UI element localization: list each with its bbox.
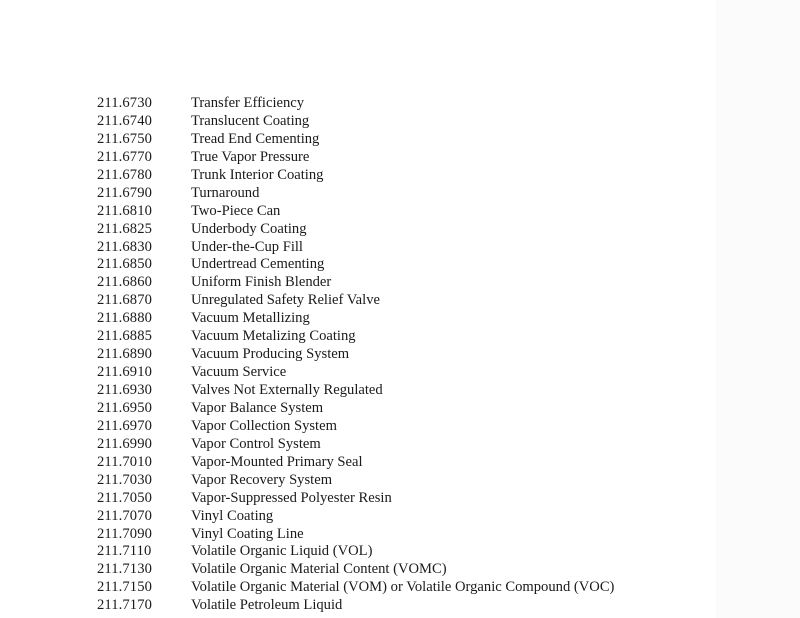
definition-row — [97, 167, 614, 185]
section-number: 211.6950 — [97, 399, 152, 416]
definitions-list — [97, 95, 614, 615]
section-number: 211.6740 — [97, 112, 152, 129]
defined-term: Tread End Cementing — [191, 130, 320, 147]
definition-row — [97, 131, 614, 149]
defined-term: Vacuum Service — [191, 364, 287, 381]
defined-term: Turnaround — [191, 184, 260, 201]
definition-row — [97, 292, 614, 310]
definition-row — [97, 221, 614, 239]
section-number: 211.7110 — [97, 543, 152, 560]
definition-row — [97, 203, 614, 221]
section-number: 211.6730 — [97, 95, 152, 111]
definition-row — [97, 256, 614, 274]
defined-term: Vapor Recovery System — [191, 471, 333, 488]
section-number: 211.7170 — [97, 597, 152, 614]
defined-term: Valves Not Externally Regulated — [191, 382, 383, 398]
defined-term: Vapor-Mounted Primary Seal — [191, 453, 363, 470]
defined-term: Trunk Interior Coating — [191, 166, 324, 183]
defined-term: Vacuum Metalizing Coating — [191, 328, 356, 345]
defined-term: Vapor Control System — [191, 435, 321, 452]
section-number: 211.7090 — [97, 525, 152, 542]
defined-term: Vapor Balance System — [191, 399, 324, 416]
definition-row — [97, 597, 614, 615]
defined-term: Underbody Coating — [191, 220, 307, 237]
definition-row — [97, 490, 614, 508]
definition-row — [97, 346, 614, 364]
section-number: 211.6970 — [97, 417, 152, 434]
definition-row — [97, 436, 614, 454]
section-number: 211.6990 — [97, 435, 152, 452]
defined-term: Volatile Organic Material Content (VOMC) — [191, 561, 447, 578]
section-number: 211.7030 — [97, 471, 152, 488]
definition-row — [97, 472, 614, 490]
section-number: 211.6810 — [97, 202, 152, 219]
section-number: 211.6825 — [97, 220, 152, 237]
definition-row — [97, 508, 614, 526]
section-number: 211.6890 — [97, 346, 152, 363]
definition-row — [97, 526, 614, 544]
definition-row — [97, 274, 614, 292]
defined-term: Uniform Finish Blender — [191, 274, 332, 291]
defined-term: Volatile Organic Liquid (VOL) — [191, 543, 373, 560]
definition-row — [97, 400, 614, 418]
section-number: 211.7070 — [97, 507, 152, 524]
definition-row — [97, 543, 614, 561]
defined-term: Two-Piece Can — [191, 202, 281, 219]
section-number: 211.7010 — [97, 453, 152, 470]
section-number: 211.6790 — [97, 184, 152, 201]
section-number: 211.7130 — [97, 561, 152, 578]
section-number: 211.6850 — [97, 256, 152, 273]
defined-term: Volatile Petroleum Liquid — [191, 597, 343, 614]
section-number: 211.6860 — [97, 274, 152, 291]
defined-term: Undertread Cementing — [191, 256, 325, 273]
definition-row — [97, 561, 614, 579]
definition-row — [97, 239, 614, 257]
definition-row — [97, 310, 614, 328]
definition-row — [97, 382, 614, 400]
definition-row — [97, 113, 614, 131]
section-number: 211.6770 — [97, 148, 152, 165]
defined-term: Vinyl Coating — [191, 507, 274, 524]
section-number: 211.6880 — [97, 310, 152, 327]
defined-term: Volatile Organic Material (VOM) or Volatile Organic Compound (VOC) — [191, 579, 615, 596]
section-number: 211.6930 — [97, 382, 152, 398]
section-number: 211.7050 — [97, 489, 152, 506]
section-number: 211.6830 — [97, 238, 152, 255]
definition-row — [97, 454, 614, 472]
defined-term: Vacuum Producing System — [191, 346, 350, 363]
defined-term: Under-the-Cup Fill — [191, 238, 303, 255]
definition-row — [97, 149, 614, 167]
definition-row — [97, 364, 614, 382]
section-number: 211.6780 — [97, 166, 152, 183]
defined-term: Unregulated Safety Relief Valve — [191, 292, 380, 309]
definition-row — [97, 328, 614, 346]
page-edge — [716, 0, 800, 618]
section-number: 211.7150 — [97, 579, 152, 596]
defined-term: Translucent Coating — [191, 112, 310, 129]
section-number: 211.6870 — [97, 292, 152, 309]
defined-term: Vapor Collection System — [191, 417, 337, 434]
defined-term: Vinyl Coating Line — [191, 525, 304, 542]
definition-row — [97, 418, 614, 436]
defined-term: True Vapor Pressure — [191, 148, 310, 165]
definition-row — [97, 95, 614, 113]
section-number: 211.6885 — [97, 328, 152, 345]
defined-term: Vacuum Metallizing — [191, 310, 310, 327]
section-number: 211.6750 — [97, 130, 152, 147]
defined-term: Vapor-Suppressed Polyester Resin — [191, 489, 392, 506]
section-number: 211.6910 — [97, 364, 152, 381]
definition-row — [97, 579, 614, 597]
defined-term: Transfer Efficiency — [191, 95, 305, 111]
definition-row — [97, 185, 614, 203]
